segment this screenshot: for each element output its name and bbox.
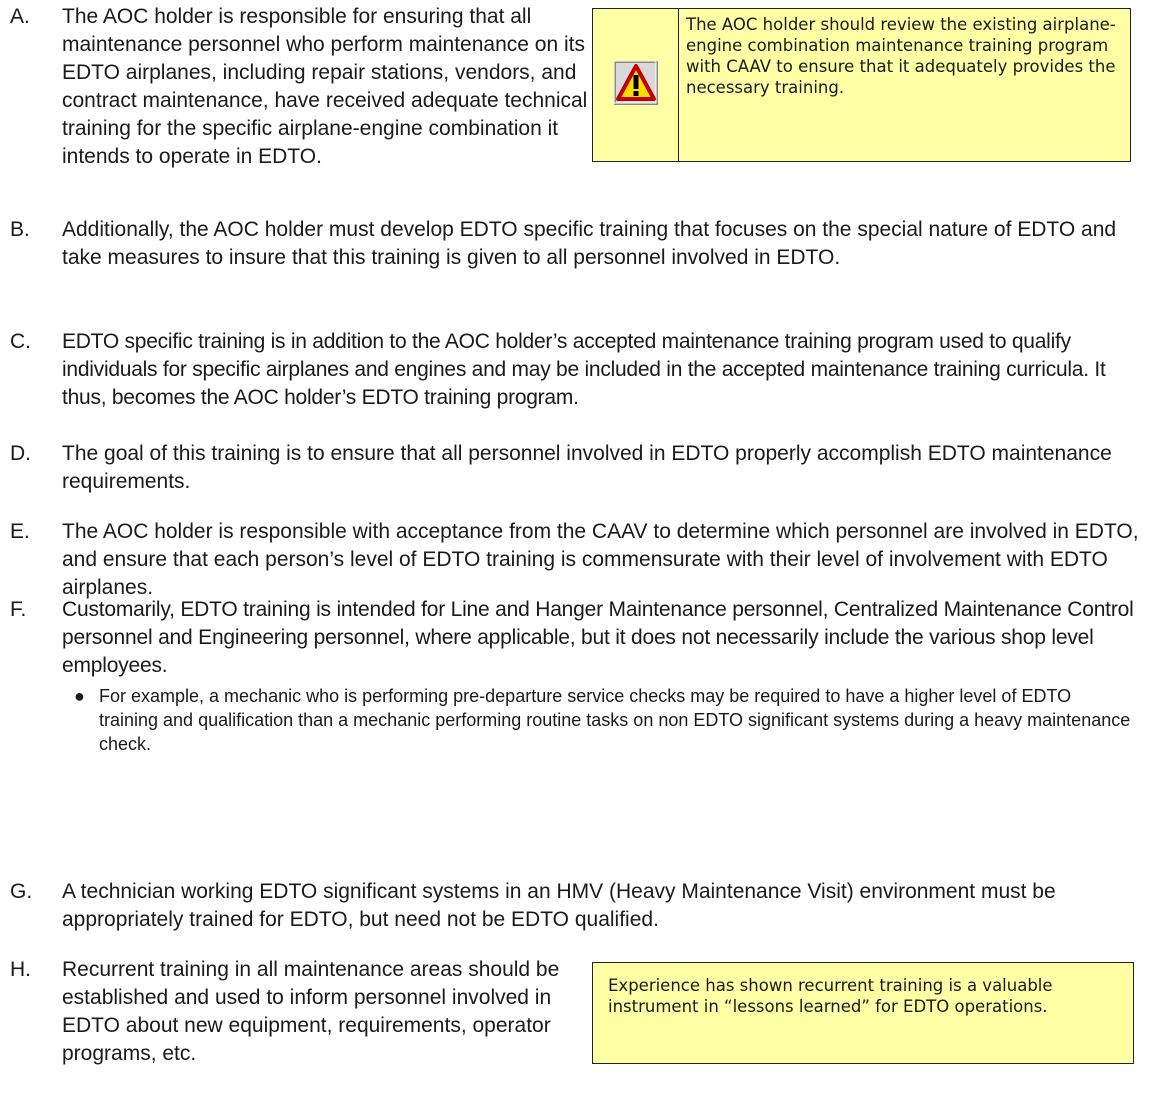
paragraph-f — [10, 596, 1145, 680]
paragraph-text: The goal of this training is to ensure that all personnel involved in EDTO properly accomplish EDTO maintenance requirements. — [62, 442, 1112, 493]
bullet-text: For example, a mechanic who is performing pre-departure service checks may be required to have a higher level of EDTO training and qualification than a mechanic performing routine tasks on non EDTO significant systems during a heavy maintenance check. — [99, 686, 1131, 754]
paragraph-letter: C. — [10, 330, 31, 353]
experience-note-text: Experience has shown recurrent training is a valuable instrument in “lessons learned” for EDTO operations. — [608, 976, 1053, 1016]
bullet-icon: ● — [74, 686, 85, 706]
paragraph-text: The AOC holder is responsible with acceptance from the CAAV to determine which personnel are involved in EDTO, and ensure that each person’s level of EDTO training is commensurate with their level of involvement with EDTO airplanes. — [62, 520, 1139, 599]
paragraph-text: EDTO specific training is in addition to the AOC holder’s accepted maintenance training program used to qualify individuals for specific airplanes and engines and may be included in the accepted maintenance training curricula. It thus, becomes the AOC holder’s EDTO training program. — [62, 330, 1106, 409]
paragraph-g — [10, 878, 1140, 934]
paragraph-text: A technician working EDTO significant systems in an HMV (Heavy Maintenance Visit) environment must be appropriately trained for EDTO, but need not be EDTO qualified. — [62, 880, 1056, 931]
paragraph-letter: H. — [10, 958, 31, 981]
paragraph-text: Additionally, the AOC holder must develop EDTO specific training that focuses on the special nature of EDTO and take measures to insure that this training is given to all personnel involved in EDTO. — [62, 218, 1117, 269]
paragraph-text: Recurrent training in all maintenance areas should be established and used to inform personnel involved in EDTO about new equipment, requirements, operator programs, etc. — [62, 958, 560, 1065]
warning-note-text: The AOC holder should review the existing airplane-engine combination maintenance training program with CAAV to ensure that it adequately provides the necessary training. — [686, 15, 1116, 97]
paragraph-letter: D. — [10, 442, 31, 465]
paragraph-letter: E. — [10, 520, 30, 543]
warning-icon-cell — [593, 9, 679, 161]
paragraph-a — [10, 3, 660, 171]
warning-note-box — [592, 8, 1131, 162]
paragraph-text: Customarily, EDTO training is intended for Line and Hanger Maintenance personnel, Centralized Maintenance Control personnel and Engineering personnel, where applicable, but it does not necessarily include the various shop level employees. — [62, 598, 1134, 677]
warning-triangle-icon — [614, 61, 658, 110]
paragraph-letter: F. — [10, 598, 27, 621]
paragraph-e — [10, 518, 1140, 602]
paragraph-d — [10, 440, 1140, 496]
paragraph-c — [10, 328, 1145, 412]
paragraph-f-bullet — [74, 684, 1134, 756]
paragraph-letter: A. — [10, 5, 30, 28]
paragraph-text: The AOC holder is responsible for ensuring that all maintenance personnel who perform maintenance on its EDTO airplanes, including repair stations, vendors, and contract maintenance, have received adequate technical training for the specific airplane-engine combination it intends to operate in EDTO. — [62, 5, 588, 168]
paragraph-letter: B. — [10, 218, 30, 241]
paragraph-h — [10, 956, 570, 1068]
experience-note-box — [592, 962, 1134, 1064]
paragraph-letter: G. — [10, 880, 33, 903]
paragraph-b — [10, 216, 1140, 272]
